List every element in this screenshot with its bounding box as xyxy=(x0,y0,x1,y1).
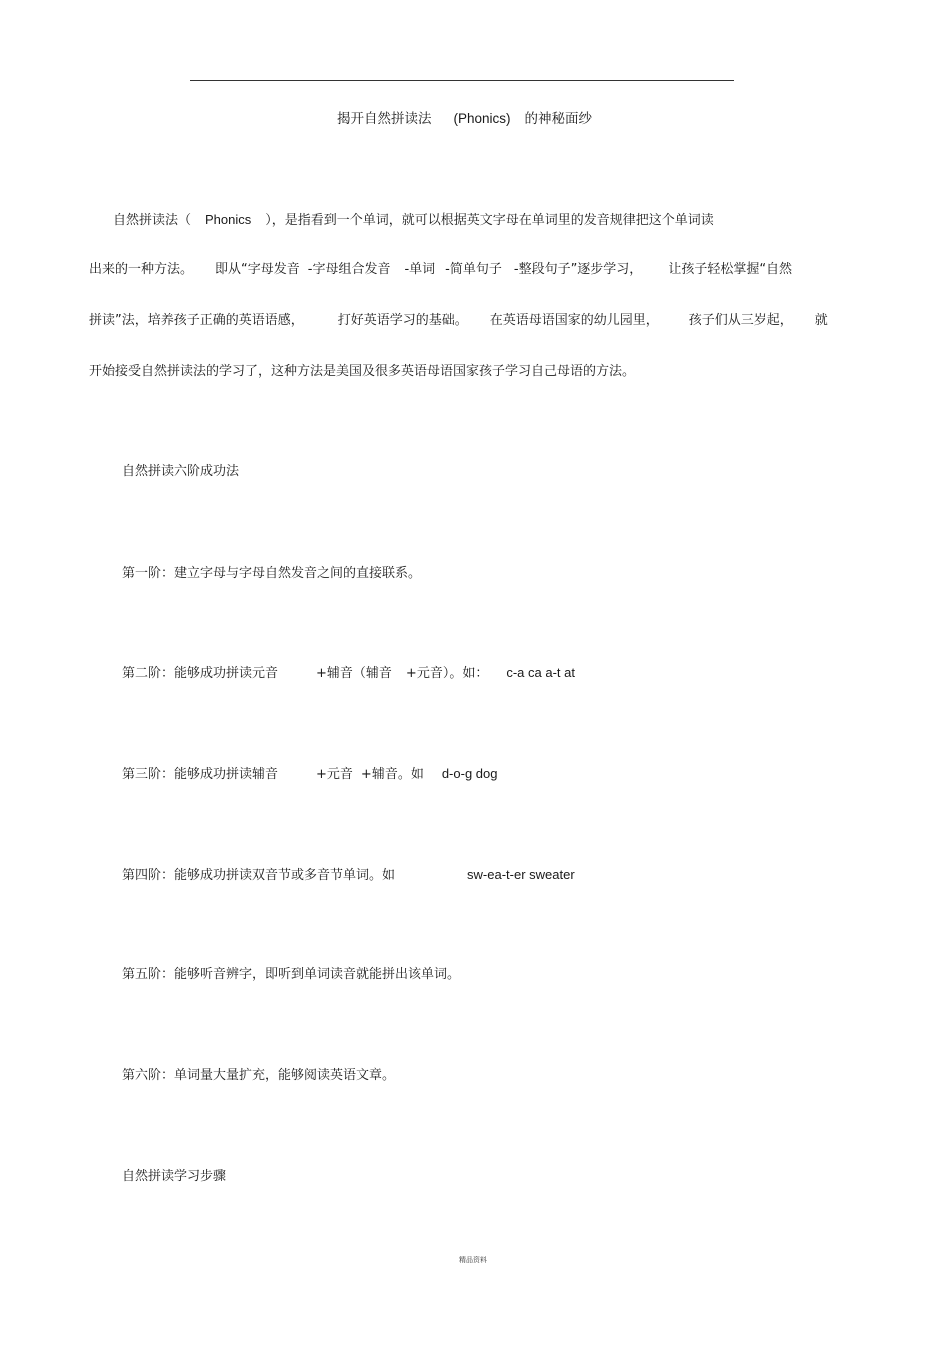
intro-line-2-e: -简单句子 xyxy=(445,262,502,277)
intro-line-1-a: 自然拼读法（ xyxy=(113,213,192,228)
document-title xyxy=(337,110,592,128)
intro-line-2-a: 出来的一种方法。 xyxy=(89,262,194,277)
title-part-1: 揭开自然拼读法 xyxy=(337,111,432,127)
stage-1: 第一阶：建立字母与字母自然发音之间的直接联系。 xyxy=(122,566,422,581)
stage-2-a: 第二阶：能够成功拼读元音 xyxy=(122,666,279,681)
stage-3-a: 第三阶：能够成功拼读辅音 xyxy=(122,767,279,782)
intro-line-3-a: 拼读”法，培养孩子正确的英语语感， xyxy=(89,313,304,328)
stage-4-a: 第四阶：能够成功拼读双音节或多音节单词。如 xyxy=(122,868,396,883)
stage-3 xyxy=(122,765,497,784)
six-stages-heading: 自然拼读六阶成功法 xyxy=(122,464,240,479)
intro-line-3-c: 在英语母语国家的幼儿园里， xyxy=(489,313,659,328)
stage-2-c: +元音）。如： xyxy=(405,666,489,681)
title-part-2: (Phonics) xyxy=(453,111,511,126)
intro-line-1-b: Phonics xyxy=(205,212,252,227)
stage-3-example: d-o-g dog xyxy=(441,766,498,781)
stage-6: 第六阶：单词量大量扩充，能够阅读英语文章。 xyxy=(122,1068,396,1083)
stage-2 xyxy=(122,664,575,683)
stage-4-example: sw-ea-t-er sweater xyxy=(467,867,575,882)
intro-line-2 xyxy=(89,261,792,279)
intro-line-1 xyxy=(113,211,714,230)
stage-2-b: +辅音（辅音 xyxy=(316,666,392,681)
intro-line-2-d: -单词 xyxy=(404,262,436,277)
stage-4 xyxy=(122,866,575,885)
header-rule xyxy=(190,80,734,81)
intro-line-2-c: -字母组合发音 xyxy=(307,262,391,277)
intro-line-3 xyxy=(89,312,828,330)
stage-5: 第五阶：能够听音辨字，即听到单词读音就能拼出该单词。 xyxy=(122,967,461,982)
intro-line-4: 开始接受自然拼读法的学习了，这种方法是美国及很多英语母语国家孩子学习自己母语的方法。 xyxy=(89,364,636,379)
intro-line-3-e: 就 xyxy=(814,313,828,328)
title-part-3: 的神秘面纱 xyxy=(524,111,593,127)
intro-line-2-g: 让孩子轻松掌握“自然 xyxy=(668,262,793,277)
stage-2-example: c-a ca a-t at xyxy=(506,665,575,680)
learning-steps-heading: 自然拼读学习步骤 xyxy=(122,1169,227,1184)
page-footer: 精品资料 xyxy=(459,1256,487,1264)
intro-line-3-d: 孩子们从三岁起， xyxy=(688,313,793,328)
stage-3-c: +辅音。如 xyxy=(360,767,424,782)
stage-3-b: +元音 xyxy=(316,767,353,782)
intro-line-3-b: 打好英语学习的基础。 xyxy=(337,313,468,328)
intro-line-1-c: ），是指看到一个单词，就可以根据英文字母在单词里的发音规律把这个单词读 xyxy=(265,213,714,228)
intro-line-2-f: -整段句子”逐步学习， xyxy=(513,262,643,277)
intro-line-2-b: 即从“字母发音 xyxy=(215,262,300,277)
